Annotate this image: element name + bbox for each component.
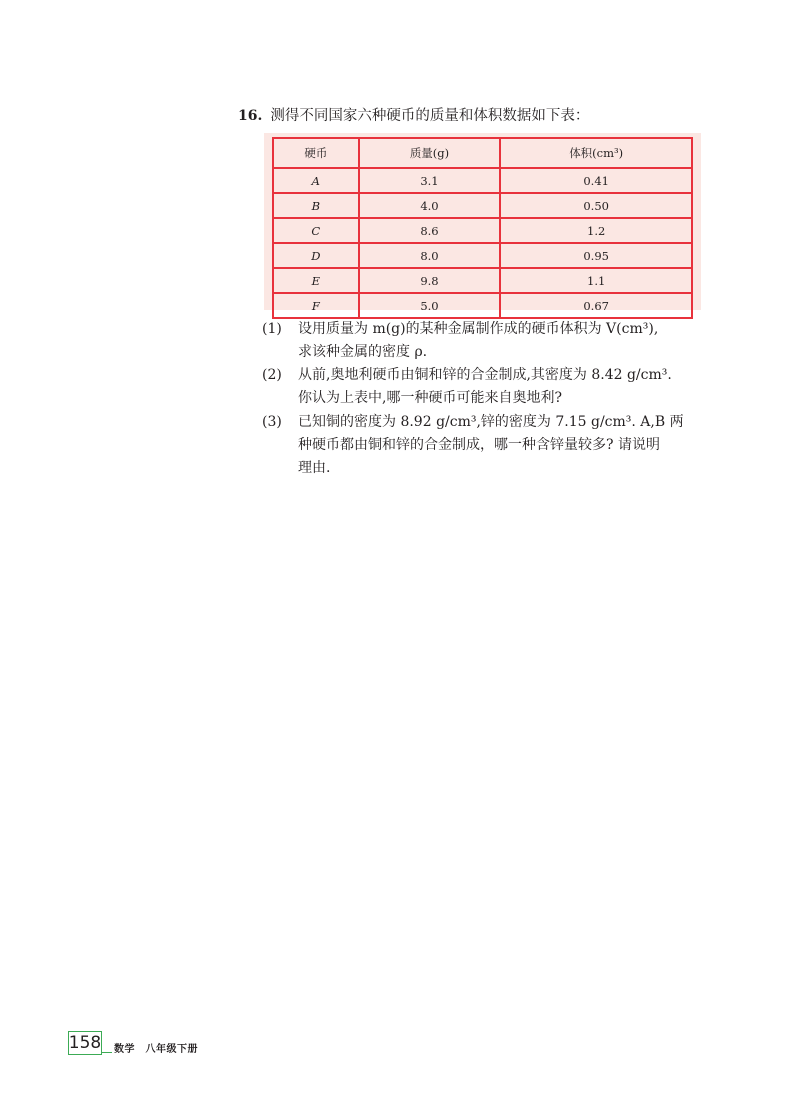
coin-mass: 3.1 <box>359 168 501 193</box>
sub-question-text: 从前,奥地利硬币由铜和锌的合金制成,其密度为 8.42 g/cm³. <box>298 367 672 383</box>
coin-mass: 4.0 <box>359 193 501 218</box>
coin-label: C <box>273 218 359 243</box>
problem-heading <box>238 106 708 126</box>
coin-data-table <box>264 133 701 313</box>
sub-question-number: (2) <box>262 367 282 383</box>
coin-volume: 0.41 <box>500 168 692 193</box>
sub-question-text: 理由. <box>298 460 331 476</box>
problem-intro: 测得不同国家六种硬币的质量和体积数据如下表： <box>270 108 590 124</box>
table-row <box>273 168 692 193</box>
problem-number: 16. <box>238 108 263 124</box>
header-mass: 质量(g) <box>359 138 501 168</box>
problem-16 <box>238 106 708 126</box>
sub-question-text: 种硬币都由铜和锌的合金制成，哪一种含锌量较多? 请说明 <box>298 437 660 453</box>
coin-label: E <box>273 268 359 293</box>
sub-question-text: 求该种金属的密度 ρ. <box>298 344 428 360</box>
table-row <box>273 218 692 243</box>
sub-question-text: 你认为上表中,哪一种硬币可能来自奥地利? <box>298 390 562 406</box>
table-row <box>273 193 692 218</box>
coin-volume: 0.95 <box>500 243 692 268</box>
coin-volume: 1.2 <box>500 218 692 243</box>
coin-volume: 0.50 <box>500 193 692 218</box>
table-row <box>273 243 692 268</box>
coin-volume: 1.1 <box>500 268 692 293</box>
sub-question-2 <box>262 364 712 410</box>
sub-question-number: (1) <box>262 321 282 337</box>
sub-question-text: 设用质量为 m(g)的某种金属制作成的硬币体积为 V(cm³), <box>298 321 659 337</box>
header-coin: 硬币 <box>273 138 359 168</box>
sub-question-text: 已知铜的密度为 8.92 g/cm³,锌的密度为 7.15 g/cm³. A,B 两 <box>298 414 684 430</box>
sub-question-3 <box>262 411 712 480</box>
sub-question-1 <box>262 318 712 364</box>
table-row <box>273 268 692 293</box>
coin-volume: 0.67 <box>500 293 692 318</box>
coin-label: A <box>273 168 359 193</box>
coin-label: B <box>273 193 359 218</box>
header-volume: 体积(cm³) <box>500 138 692 168</box>
coin-mass: 8.0 <box>359 243 501 268</box>
table-row <box>273 293 692 318</box>
page-number: 158 <box>68 1033 102 1053</box>
table-header-row <box>273 138 692 168</box>
coin-label: F <box>273 293 359 318</box>
coin-mass: 5.0 <box>359 293 501 318</box>
book-title: 数学 八年级下册 <box>114 1044 198 1055</box>
coin-mass: 9.8 <box>359 268 501 293</box>
sub-question-number: (3) <box>262 414 282 430</box>
coin-label: D <box>273 243 359 268</box>
page-footer <box>68 1029 198 1055</box>
page-number-tick <box>102 1042 112 1053</box>
coin-mass: 8.6 <box>359 218 501 243</box>
